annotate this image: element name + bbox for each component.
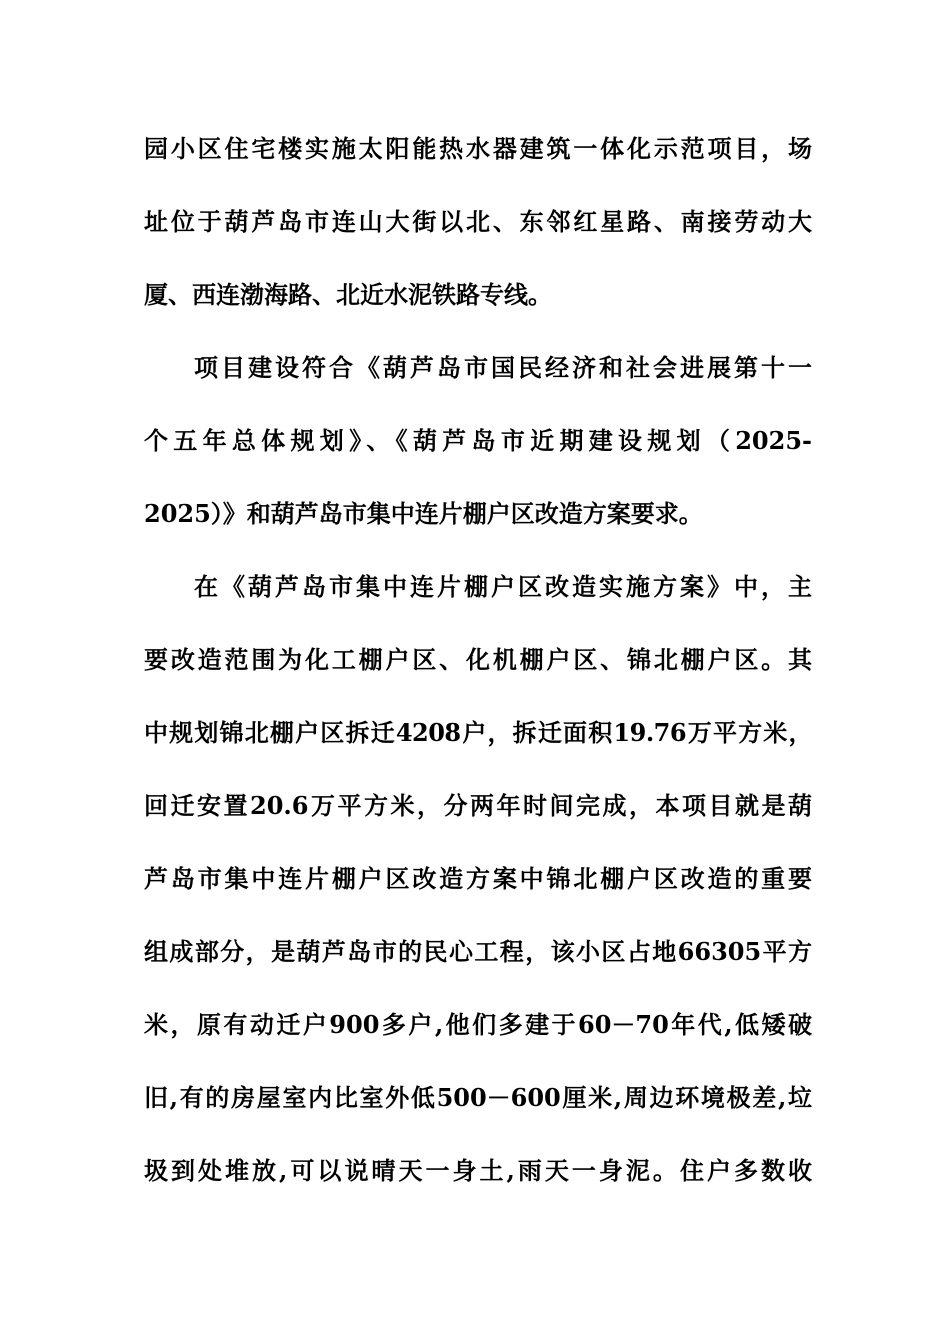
text-line: 园小区住宅楼实施太阳能热水器建筑一体化示范项目，场 [144,134,812,163]
text-line: 中规划锦北棚户区拆迁4208户，拆迁面积19.76万平方米， [144,718,812,747]
text-line: 米，原有动迁户900多户,他们多建于60－70年代,低矮破 [144,1010,812,1039]
text-line: 芦岛市集中连片棚户区改造方案中锦北棚户区改造的重要 [144,864,812,893]
text-line: 旧,有的房屋室内比室外低500－600厘米,周边环境极差,垃 [144,1083,812,1112]
paragraph-first-line: 项目建设符合《葫芦岛市国民经济和社会进展第十一 [194,353,812,382]
text-line: 个五年总体规划》、《葫芦岛市近期建设规划（2025- [144,426,812,455]
text-line: 2025）》和葫芦岛市集中连片棚户区改造方案要求。 [144,499,703,528]
paragraph-first-line: 在《葫芦岛市集中连片棚户区改造实施方案》中，主 [194,572,812,601]
text-line: 圾到处堆放,可以说晴天一身土,雨天一身泥。住户多数收 [144,1156,812,1185]
document-body [144,124,812,1219]
text-line: 回迁安置20.6万平方米，分两年时间完成，本项目就是葫 [144,791,812,820]
text-line: 要改造范围为化工棚户区、化机棚户区、锦北棚户区。其 [144,645,812,674]
text-line: 厦、西连渤海路、北近水泥铁路专线。 [144,280,552,309]
text-line: 址位于葫芦岛市连山大街以北、东邻红星路、南接劳动大 [144,207,812,236]
text-line: 组成部分，是葫芦岛市的民心工程，该小区占地66305平方 [144,937,812,966]
